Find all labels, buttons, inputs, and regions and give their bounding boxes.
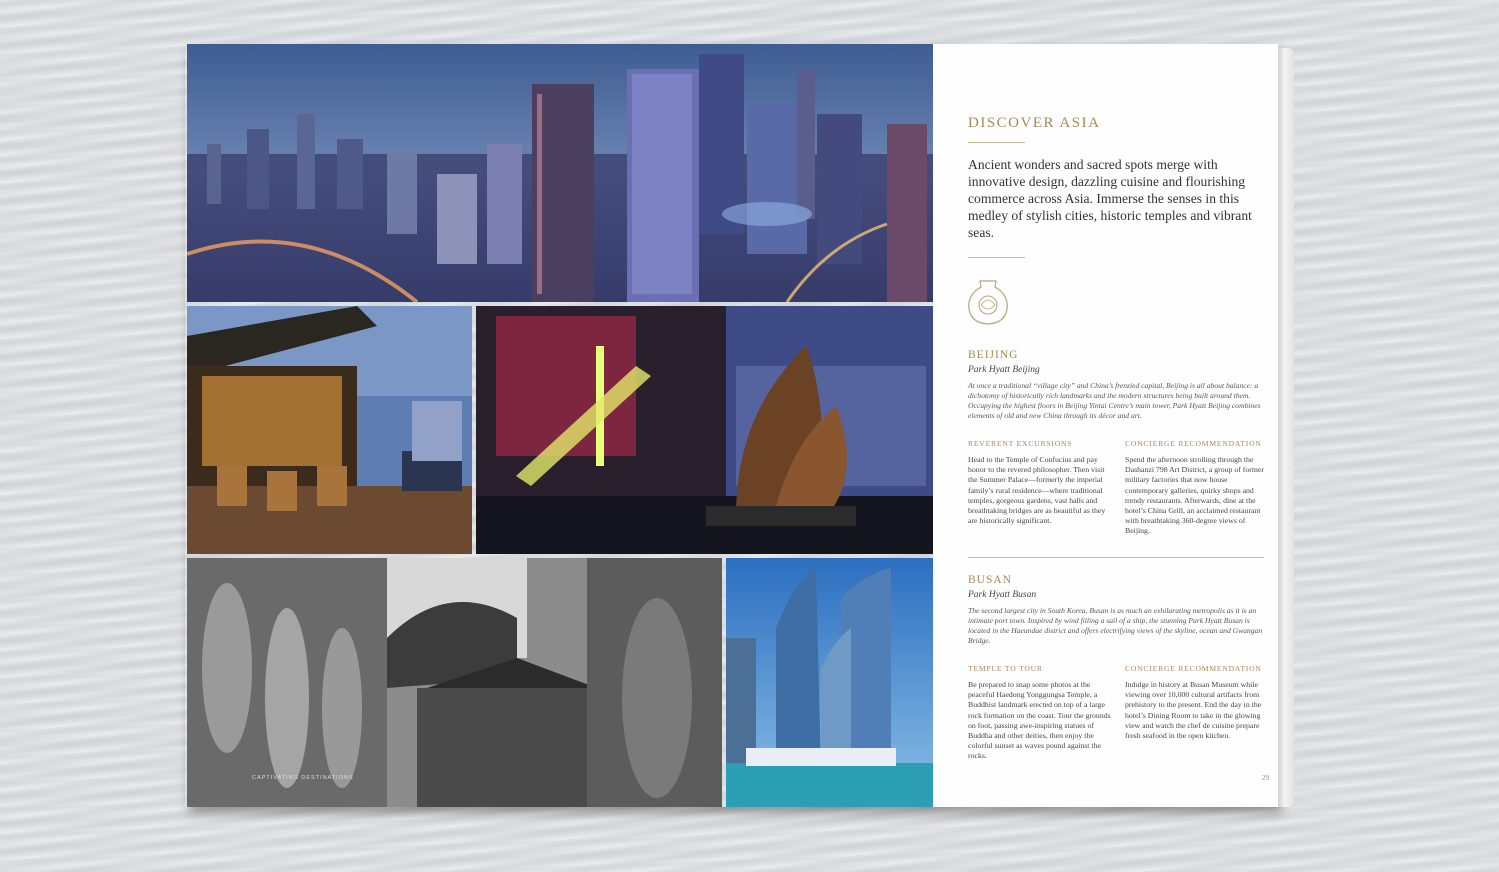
beijing-hotel-name: Park Hyatt Beijing [968, 365, 1040, 375]
beijing-excursions-title: REVERENT EXCURSIONS [968, 439, 1073, 448]
intro-divider [968, 257, 1025, 258]
city-skyline-photo [187, 44, 933, 302]
busan-temple-title: TEMPLE TO TOUR [968, 664, 1043, 673]
section-divider [968, 557, 1264, 558]
sculpture-lounge-photo [476, 306, 933, 554]
busan-city-title: BUSAN [968, 574, 1012, 586]
page-number: 29 [1262, 774, 1269, 782]
temple-rock-carving-photo [187, 558, 722, 807]
beijing-concierge-body: Spend the afternoon strolling through the Dashanzi 798 Art District, a group of former military factories that now house contemporary galleries, quirky shops and trendy restaurants. Afterwards, dine at the hotel’s China Grill, an acclaimed restaurant with breathtaking 360-degree views of Beijing. [1125, 455, 1265, 536]
busan-concierge-body: Indulge in history at Busan Museum while viewing over 10,000 cultural artifacts from prehistory to the present. End the day in the hotel’s Dining Room to take in the glowing view and watch the chef de cuisine prepare fresh seafood in the open kitchen. [1125, 680, 1262, 741]
beijing-concierge-title: CONCIERGE RECOMMENDATION [1125, 439, 1262, 448]
beijing-excursions-body: Head to the Temple of Confucius and pay honor to the revered philosopher. Then visit the Summer Palace—formerly the imperial family’s rural residence—where traditional temples, gorgeous gardens, vast halls and breathtaking bridges are as beautiful as they are historically significant. [968, 455, 1106, 526]
beijing-description: At once a traditional “village city” and China’s frenzied capital, Beijing is all about balance: a dichotomy of historically rich landmarks and the modern structures being built around them. Occupying the highest floors in Beijing Yintai Centre’s main tower, Park Hyatt Beijing combines elements of old and new China through its décor and art. [968, 381, 1261, 420]
busan-towers-photo [726, 558, 933, 807]
busan-description: The second largest city in South Korea, Busan is as much an exhilarating metropolis as it is an intimate port town. Inspired by wind filling a sail of a ship, the stunning Park Hyatt Busan is located in the Haeundae district and offers electrifying views of the skyline, ocean and Gwangan Bridge. [968, 606, 1263, 645]
heading-divider [968, 142, 1025, 143]
vase-emblem-icon [965, 277, 1011, 327]
beijing-city-title: BEIJING [968, 349, 1019, 361]
busan-temple-body: Be prepared to snap some photos at the peaceful Haedong Yonggungsa Temple, a Buddhist landmark erected on top of a large rock formation on the coast. Tour the grounds on foot, passing awe-inspiring statues of Buddha and other deities, then enjoy the colorful sunset as waves pound against the rocks. [968, 680, 1111, 761]
left-page-caption: CAPTIVATING DESTINATIONS [252, 775, 354, 781]
page-heading: DISCOVER ASIA [968, 115, 1101, 131]
busan-hotel-name: Park Hyatt Busan [968, 590, 1037, 600]
page-edge [1278, 48, 1294, 807]
terrace-restaurant-photo [187, 306, 472, 554]
busan-concierge-title: CONCIERGE RECOMMENDATION [1125, 664, 1262, 673]
intro-paragraph: Ancient wonders and sacred spots merge with innovative design, dazzling cuisine and flourishing commerce across Asia. Immerse the senses in this medley of stylish cities, historic temples and vibrant seas. [968, 157, 1252, 240]
